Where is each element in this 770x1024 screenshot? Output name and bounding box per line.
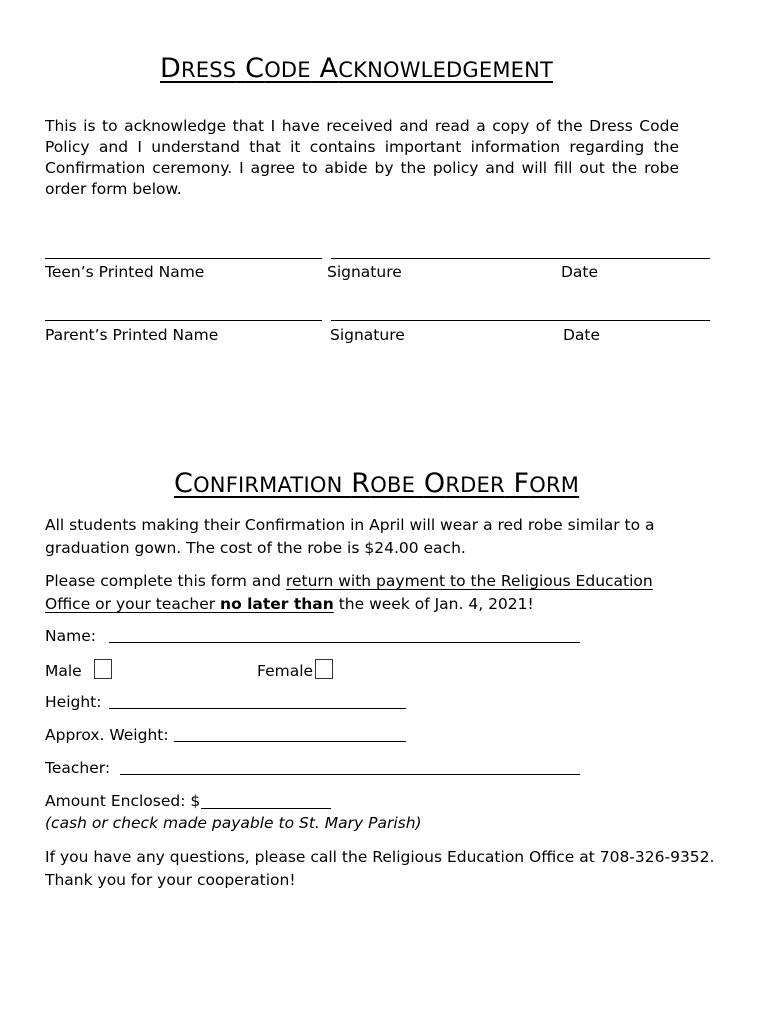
payable-note: (cash or check made payable to St. Mary Parish) [45,814,422,832]
teen-name-line[interactable] [45,258,322,259]
female-option [257,659,333,680]
robe-intro-paragraph: All students making their Confirmation in April will wear a red robe similar to a graduation gown. The cost of the robe is $24.00 each. [45,516,655,557]
teacher-field-line[interactable] [120,774,580,775]
teen-signature-line[interactable] [331,258,710,259]
robe-order-title: CONFIRMATION ROBE ORDER FORM [174,468,580,499]
name-label: Name: [45,627,96,645]
weight-field-line[interactable] [174,741,406,742]
parent-signature-label: Signature [330,326,405,344]
male-option [45,659,112,680]
parent-date-label: Date [563,326,601,344]
parent-name-label: Parent’s Printed Name [45,326,219,344]
female-label: Female [257,662,314,680]
male-label: Male [45,662,82,680]
height-label: Height: [45,693,102,711]
parent-name-line[interactable] [45,320,322,321]
female-checkbox[interactable] [315,659,333,679]
name-field-line[interactable] [109,642,580,643]
weight-label: Approx. Weight: [45,726,169,744]
questions-text: If you have any questions, please call the Religious Education Office at 708-326-9352. [45,848,715,866]
amount-label: Amount Enclosed: $ [45,792,201,810]
thanks-text: Thank you for your cooperation! [45,871,296,889]
dress-code-title: DRESS CODE ACKNOWLEDGEMENT [160,53,554,84]
teen-name-label: Teen’s Printed Name [45,263,205,281]
teacher-label: Teacher: [45,759,111,777]
amount-field-line[interactable] [201,808,331,809]
male-checkbox[interactable] [94,659,112,679]
acknowledgement-paragraph: This is to acknowledge that I have received and read a copy of the Dress Code Policy and I understand that it contains important information regarding the Confirmation ceremony. I agree to abide by the policy and will fill out the robe order form below. [45,117,679,198]
return-instruction: Please complete this form and return with payment to the Religious Education Office or your teacher no later than the week of Jan. 4, 2021! [45,572,653,613]
teen-date-label: Date [561,263,599,281]
height-field-line[interactable] [109,708,406,709]
teen-signature-label: Signature [327,263,402,281]
parent-signature-line[interactable] [331,320,710,321]
